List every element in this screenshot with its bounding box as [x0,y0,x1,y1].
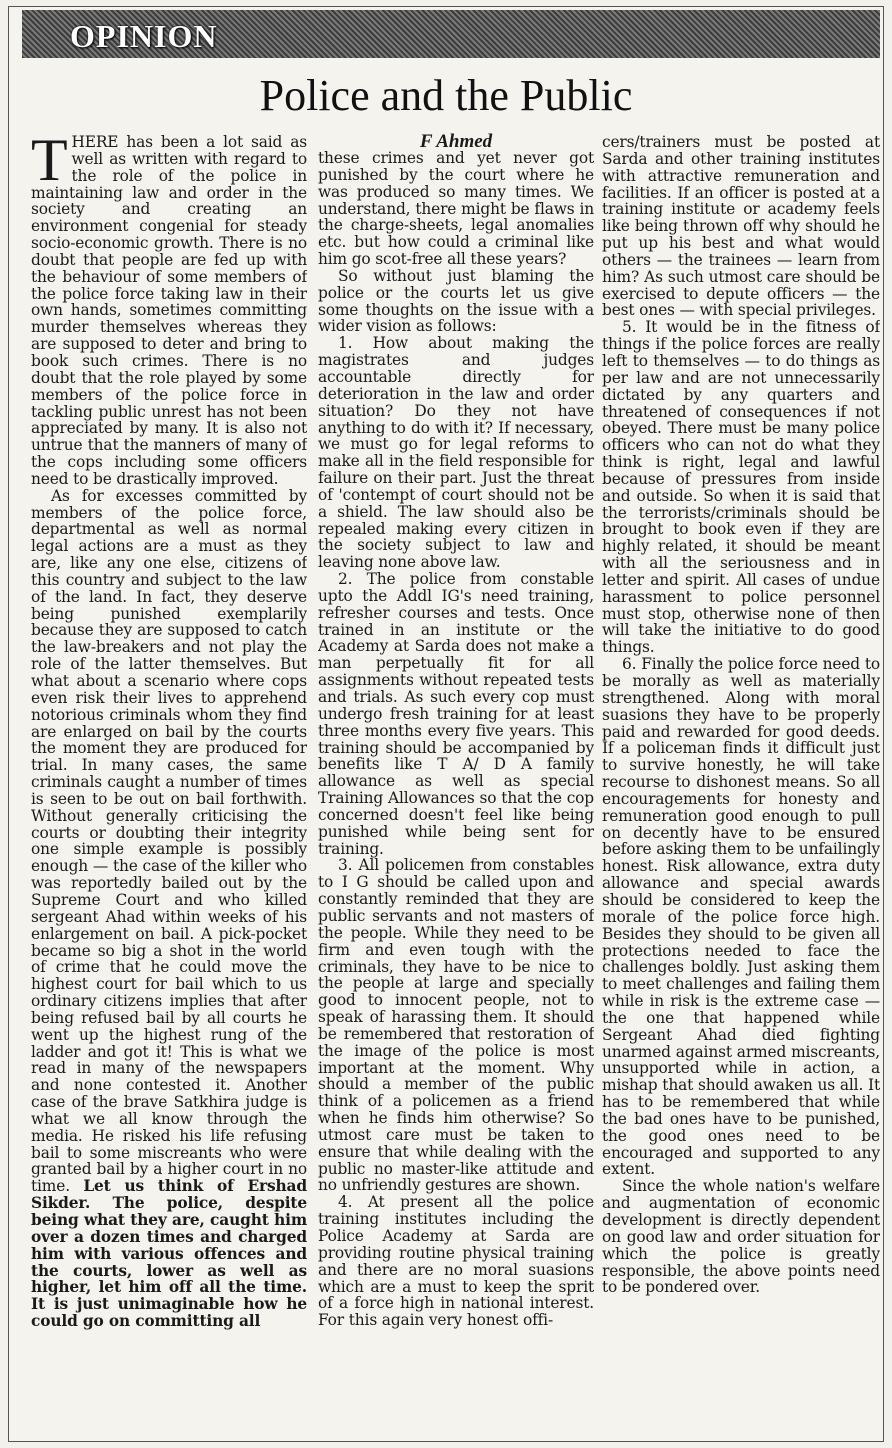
paragraph: 5. It would be in the fitness of things if the police forces are really left to themselves — to do things as per law and are not unnecessarily dictated by any quarters and threatened of consequences if not obeyed. There must be many police officers who can not do what they think is right, legal and lawful because of pressures from inside and outside. So when it is said that the terrorists/criminals should be brought to book even if they are highly related, it should be meant with all the seriousness and in letter and spirit. All cases of undue harassment to police personnel must stop, otherwise none of then will take the initiative to do good things. [602,318,880,657]
paragraph: 2. The police from constable upto the Addl IG's need training, refresher courses and tests. Once trained in an institute or the Academy at Sarda does not make a man perpetually fit for all assignments without repeated tests and trials. As such every cop must undergo fresh training for at least three months every five years. This training should be accompanied by benefits like T A/ D A family allowance as well as special Training Allowances so that the cop concerned doesn't feel like being punished while being sent for training. [318,570,594,858]
paragraph: THERE has been a lot said as well as written with regard to the role of the police in maintaining law and order in the society and creating an environment congenial for steady socio-economic growth. There is no doubt that people are fed up with the behaviour of some members of the police force taking law in their own hands, sometimes committing murder themselves whereas they are supposed to deter and bring to book such crimes. There is no doubt that the role played by some members of the police force in tackling public unrest has not been appreciated by many. It is also not untrue that the manners of many of the cops including some officers need to be drastically improved. [31,134,307,488]
paragraph: these crimes and yet never got punished by the court where he was produced so many times. We understand, there might be flaws in the charge-sheets, legal anomalies etc. but how could a criminal like him go scot-free all these years? [318,150,594,269]
article-column-1 [31,134,307,1434]
paragraph: 1. How about making the magistrates and judges accountable directly for deterioration in the law and order situation? Do they not have anything to do with it? If necessary, we must go for legal reforms to make all in the field responsible for failure on their part. Just the threat of 'contempt of court should not be a shield. The law should also be repealed making every citizen in the society subject to law and leaving none above law. [318,334,594,572]
paragraph: As for excesses committed by members of the police force, departmental as well as normal legal actions are a must as they are, like any one else, citizens of this country and subject to the law of the land. In fact, they deserve being punished exemplarily because they are supposed to catch the law-breakers and not play the role of the latter themselves. But what about a scenario where cops even risk their lives to apprehend notorious criminals whom they find are enlarged on bail by the courts the moment they are produced for trial. In many cases, the same criminals caught a number of times is seen to be out on bail forthwith. Without generally criticising the courts or doubting their integrity one simple example is possibly enough — the case of the killer who was reportedly bailed out by the Supreme Court and who killed sergeant Ahad within weeks of his enlargement on bail. A pick-pocket became so big a shot in the world of crime that he could move the highest court for bail which to us ordinary citizens implies that after being refused bail by all courts he went up the highest rung of the ladder and got it! This is what we read in many of the newspapers and none contested it. Another case of the brave Satkhira judge is what we all know through the media. He risked his life refusing bail to some miscreants who were granted bail by a higher court in no time. Let us think of Ershad Sikder. The police, despite being what they are, caught him over a dozen times and charged him with various offences and the courts, lower as well as higher, let him off all the time. It is just unimaginable how he could go on committing all [31,486,307,1331]
byline: F Ahmed [419,131,493,152]
paragraph: 6. Finally the police force need to be morally as well as materially strengthened. Along with moral suasions they have to be properly paid and rewarded for good deeds. If a policeman finds it difficult just to survive honestly, he will take recourse to dishonest means. So all encouragements for honesty and remuneration good enough to pull on decently have to be ensured before asking them to be unfailingly honest. Risk allowance, extra duty allowance and special awards should be considered to keep the morale of the police force high. Besides they should to be given all protections needed to face the challenges boldly. Just asking them to meet challenges and failing them while in risk is the extreme case — the one that happened while Sergeant Ahad died fighting unarmed against armed miscreants, unsupported while in action, a mishap that should awaken us all. It has to be remembered that while the bad ones have to be punished, the good ones need to be encouraged and supported to any extent. [602,655,880,1179]
paragraph: So without just blaming the police or the courts let us give some thoughts on the issue with a wider vision as follows: [318,266,594,336]
article-column-3 [602,134,880,1434]
article-column-2 [318,150,594,1435]
paragraph: cers/trainers must be posted at Sarda and other training institutes with attractive remuneration and facilities. If an officer is posted at a training institute or academy feels like being thrown off why should he put up his best and what would others — the trainees — learn from him? As such utmost care should be exercised to depute officers — the best ones — with special privileges. [602,134,880,320]
headline: Police and the Public [259,71,633,120]
paragraph: 3. All policemen from constables to I G should be called upon and constantly reminded that they are public servants and not masters of the people. While they need to be firm and even tough with the criminals, they have to be nice to the people at large and specially good to innocent people, not to speak of harassing them. It should be remembered that restoration of the image of the police is most important at the moment. Why should a member of the public think of a policemen as a friend when he finds him otherwise? So utmost care must be taken to ensure that while dealing with the public no master-like attitude and no unfriendly gestures are shown. [318,856,594,1195]
section-label: OPINION [70,18,218,54]
drop-cap: T [31,134,68,193]
paragraph: Since the whole nation's welfare and augmentation of economic development is directly dependent on good law and order situation for which the police is greatly responsible, the above points need to be pondered over. [602,1177,880,1297]
paragraph: 4. At present all the police training institutes including the Police Academy at Sarda are providing routine physical training and there are no moral suasions which are a must to keep the sprit of a force high in national interest. For this again very honest offi- [318,1193,594,1330]
